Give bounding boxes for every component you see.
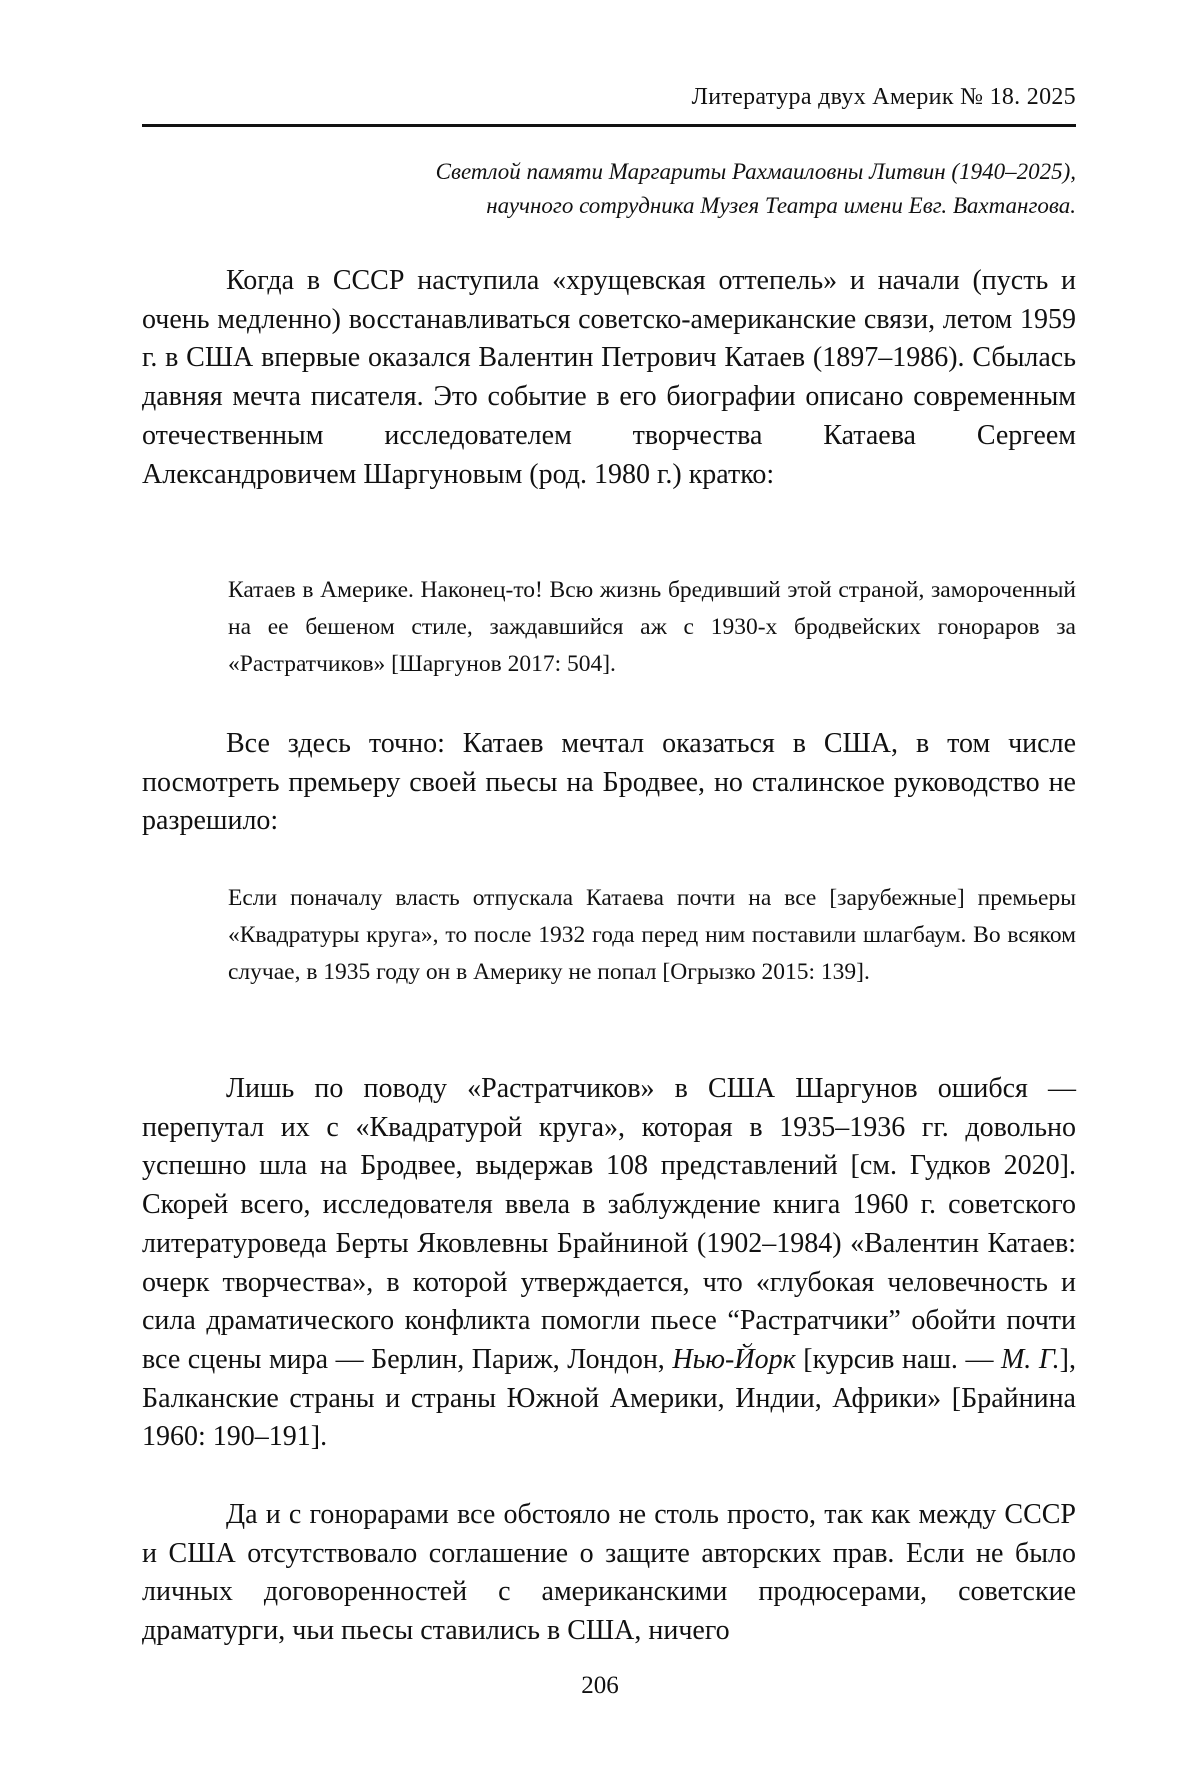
block-quote-1: Катаев в Америке. Наконец-то! Всю жизнь бредивший этой страной, замороченный на ее бешеном стиле, заждавшийся аж с 1930-х бродвейских гонораров за «Растратчиков» [Шаргунов 2017: 504]. xyxy=(228,577,1076,677)
running-title: Литература двух Америк № 18. 2025 xyxy=(691,84,1076,110)
paragraph-1: Когда в СССР наступила «хрущевская оттепель» и начали (пусть и очень медленно) восстанавливаться советско-американские связи, летом 1959 г. в США впервые оказался Валентин Петрович Катаев (1897–1986). Сбылась давняя мечта писателя. Это событие в его биографии описано современным отечественным исследователем творчества Катаева Сергеем Александровичем Шаргуновым (род. 1980 г.) кратко: xyxy=(142,265,1076,490)
dedication-line-1: Светлой памяти Маргариты Рахмаиловны Литвин (1940–2025), xyxy=(435,159,1076,184)
paragraph-2: Все здесь точно: Катаев мечтал оказаться в США, в том числе посмотреть премьеру своей пьесы на Бродвее, но сталинское руководство не разрешило: xyxy=(142,728,1076,837)
paragraph-3 xyxy=(142,1070,1076,1457)
dedication-line-2: научного сотрудника Музея Театра имени Евг. Вахтангова. xyxy=(486,193,1076,218)
paragraph-3-text-b: [курсив наш. — xyxy=(795,1343,1001,1375)
dedication xyxy=(142,155,1076,223)
page-number: 206 xyxy=(581,1672,619,1699)
paragraph-3-italic-initials: М. Г. xyxy=(1000,1343,1060,1375)
paragraph-4: Да и с гонорарами все обстояло не столь просто, так как между СССР и США отсутствовало соглашение о защите авторских прав. Если не было личных договоренностей с американскими продюсерами, советские драматурги, чьи пьесы ставились в США, ничего xyxy=(142,1499,1076,1647)
paragraph-3-text-c: ], Балканские страны и страны Южной Америки, Индии, Африки» [Брайнина 1960: 190–191]. xyxy=(142,1343,1076,1453)
paragraph-3-text-a: Лишь по поводу «Растратчиков» в США Шаргунов ошибся — перепутал их с «Квадратурой круга», которая в 1935–1936 гг. довольно успешно шла на Бродвее, выдержав 108 представлений [см. Гудков 2020]. Скорей всего, исследователя ввела в заблуждение книга 1960 г. советского литературоведа Берты Яковлевны Брайниной (1902–1984) «Валентин Катаев: очерк творчества», в которой утверждается, что «глубокая человечность и сила драматического конфликта помогли пьесе “Растратчики” обойти почти все сцены мира — Берлин, Париж, Лондон, xyxy=(142,1073,1076,1375)
header-rule xyxy=(142,124,1076,127)
paragraph-3-italic-city: Нью-Йорк xyxy=(672,1343,796,1375)
block-quote-2: Если поначалу власть отпускала Катаева почти на все [зарубежные] премьеры «Квадратуры круга», то после 1932 года перед ним поставили шлагбаум. Во всяком случае, в 1935 году он в Америку не попал [Огрызко 2015: 139]. xyxy=(228,885,1076,985)
